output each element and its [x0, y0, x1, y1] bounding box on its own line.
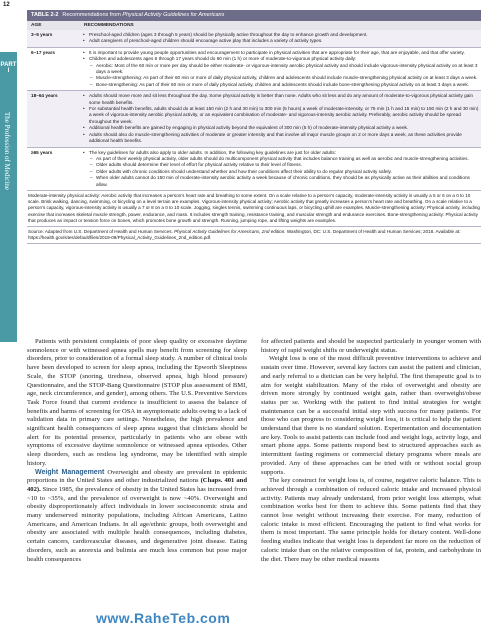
- paragraph-text: Overweight and obesity are prevalent in epidemic proportions in the United States and other industrialized nations: [27, 468, 247, 485]
- left-text-column: [27, 338, 247, 564]
- column-age: AGE: [31, 23, 42, 28]
- list-item: • Preschool-aged children (ages 3 through 5 years) should be physically active throughout the day to enhance growth and development.: [82, 32, 479, 38]
- source-rest: Washington, DC: U.S. Department of Health and Human Services; 2018. Available at: https://health.gov/sites/default/files/2019-09/Physical_Activity_Guidelines_2nd_edition.pdf.: [28, 228, 461, 241]
- table-row: [27, 91, 481, 147]
- table-number: TABLE 2-2: [31, 12, 59, 18]
- chapter-reference: (Chaps. 401 and 402).: [27, 477, 248, 493]
- list-item: • The key guidelines for adults also apply to older adults. In addition, the following key guidelines are just for older adults:: [82, 150, 479, 156]
- list-item: • Adult caregivers of preschool-aged children should encourage active play that includes a variety of activity types.: [82, 38, 479, 44]
- list-item: • Additional health benefits are gained by engaging in physical activity beyond the equivalent of 300 min (5 h) of moderate-intensity physical activity a week.: [82, 125, 479, 131]
- row-age: ≥65 years: [31, 149, 53, 155]
- sub-list-item: – Aerobic: Most of the 60 min or more per day should be either moderate- or vigorous-intensity aerobic physical activity and should include vigorous-intensity physical activity on at least 3 days a week.: [89, 63, 479, 76]
- list-item: • Children and adolescents ages 6 through 17 years should do 60 min (1 h) or more of moderate-to-vigorous physical activity daily:: [82, 56, 479, 62]
- table-title-bar: [27, 10, 481, 21]
- row-age: 6–17 years: [31, 49, 55, 55]
- paragraph-text: Since 1985, the prevalence of obesity in the United States has increased from ~10 to ~35%, and the prevalence of overweight is now ~40%. Overweight and obesity disproportionately affect individuals in lower socioeconomic strata and many underserved minority populations, including African Americans, Latino Americans, and American Indians. In all age/ethnic groups, both overweight and obesity are associated with multiple health consequences, including diabetes, certain cancers, cardiovascular diseases, and degenerative joint disease. Eating disorders, such as anorexia and bulimia are much less common but pose major health consequences: [27, 485, 247, 563]
- row-age: 18–64 years: [31, 93, 58, 99]
- sub-list-item: – As part of their weekly physical activity, older adults should do multicomponent physical activity that includes balance training as well as aerobic and muscle-strengthening activities.: [89, 156, 479, 162]
- column-recommendations: RECOMMENDATIONS: [84, 23, 134, 28]
- part-label: PART I: [0, 62, 17, 74]
- sub-list-item: – Bone-strengthening: As part of their 60 min or more of daily physical activity, children and adolescents should include bone-strengthening physical activity on at least 3 days a week.: [89, 82, 479, 88]
- table-row: [27, 148, 481, 191]
- part-title: The Profession of Medicine: [3, 112, 11, 190]
- weight-paragraph: [27, 469, 247, 565]
- row-recommendations: [82, 30, 481, 47]
- table-row: [27, 30, 481, 48]
- guidelines-table: [27, 10, 481, 244]
- sub-list-item: – Older adults with chronic conditions should understand whether and how their conditions affect their ability to do regular physical activity safely.: [89, 169, 479, 175]
- list-item: • For substantial health benefits, adults should do at least 150 min (2 h and 30 min) to 300 min (5 hours) a week of moderate-intensity, or 75 min (1 h and 15 min) to 150 min (2 h and 30 min) a week of vigorous-intensity aerobic physical activity, or an equivalent combination of moderate- and vigorous-intensity aerobic activity. Preferably, aerobic activity should be spread throughout the week.: [82, 106, 479, 125]
- sub-list-item: – Muscle-strengthening: As part of their 60 min or more of daily physical activity, children and adolescents should include muscle-strengthening physical activity on at least 3 days a week.: [89, 75, 479, 81]
- paragraph: for affected patients and should be suspected particularly in younger women with history of rapid weight shifts or underweight status.: [261, 338, 481, 354]
- list-item: • Adults should also do muscle-strengthening activities of moderate or greater intensity and that involve all major muscle groups on 2 or more days a week, as these activities provide additional health benefits.: [82, 132, 479, 145]
- table-title-italic: Physical Activity Guidelines for Americans: [122, 12, 225, 18]
- row-recommendations: [82, 148, 481, 190]
- right-text-column: [261, 338, 481, 564]
- sub-list-item: – When older adults cannot do 150 min of moderate-intensity aerobic activity a week because of chronic conditions, they should be as physically active as their abilities and conditions allow.: [89, 175, 479, 188]
- sub-list-item: – Older adults should determine their level of effort for physical activity relative to their level of fitness.: [89, 162, 479, 168]
- paragraph: The key construct for weight loss is, of course, negative caloric balance. This is achieved through a combination of reduced caloric intake and increased physical activity. Patients may already understand, from prior weight loss attempts, what combination works best for them to achieve this. Some patients find that they cannot lose weight without increasing their exercise. For many, reduction of caloric intake is most efficient. Encouraging the patient to find what works for them is most important. The same principle holds for dietary content. Well-done feeding studies indicate that weight loss is dependent far more on the reduction of caloric intake than on the relative composition of fat, protein, and carbohydrate in the diet. There may be other medical reasons: [261, 477, 481, 563]
- table-source: [27, 227, 481, 244]
- watermark: www.RaheTeb.com: [96, 610, 231, 626]
- table-title-prefix: Recommendations from: [62, 12, 121, 18]
- table-definitions: Moderate-intensity physical activity: Aerobic activity that increases a person’s heart rate and breathing to some extent. On a scale relative to a person’s capacity, moderate-intensity activity is usually a 5 or 6 on a 0 to 10 scale. Brisk walking, dancing, swimming, or bicycling on a level terrain are examples. Vigorous-intensity physical activity: Aerobic activity that greatly increases a person’s heart rate and breathing. On a scale relative to a person’s capacity, vigorous-intensity activity is usually a 7 or 8 on a 0 to 10 scale. Jogging, singles tennis, swimming continuous laps, or bicycling uphill are examples. Muscle-strengthening activity: Physical activity, including exercise that increases skeletal muscle strength, power, endurance, and mass. It includes strength training, resistance training, and muscular strength and endurance exercises. Bone-strengthening activity: Physical activity that produces an impact or tension force on bones, which promotes bone growth and strength. Running, jumping rope, and lifting weights are examples.: [27, 191, 481, 227]
- list-item: • It is important to provide young people opportunities and encouragement to participate in physical activities that are appropriate for their age, that are enjoyable, and that offer variety.: [82, 50, 479, 56]
- row-recommendations: [82, 48, 481, 90]
- paragraph: Weight loss is one of the most difficult preventive interventions to achieve and sustain over time. However, several key factors can assist the patient and clinician, and early referral to a dietician can be very helpful. The first therapeutic goal is to aim for weight stabilization. Many of the risks of overweight and obesity are driven more strongly by continued weight gain, rather than overweight/obese status per se. Working with the patient to find initial strategies for weight maintenance can be a successful initial step with success for many patients. For those who can progress to considering weight loss, it is critical to help the patient understand that there is no standard solution. Experimentation and documentation are key. Tools to assist patients can include food and weight logs, activity logs, and smart phone apps. Some patients respond best to structured approaches such as intermittent fasting regimens or commercial dietary programs where meals are provided. Any of these approaches can be tried with or without social group supports.: [261, 355, 481, 476]
- page-number: 12: [3, 2, 10, 8]
- table-column-header: [27, 21, 481, 30]
- table-row: [27, 48, 481, 91]
- source-lead: Source: Adapted from U.S. Department of Health and Human Services.: [28, 228, 173, 234]
- section-title: Weight Management: [35, 468, 105, 476]
- paragraph: Patients with persistent complaints of poor sleep quality or excessive daytime somnolence or with witnessed apnea spells may benefit from screening for sleep disorders, prior to consideration of a formal sleep study. A number of clinical tools have been developed to screen for sleep apnea, including the Epworth Sleepiness Scale, the STOP (snoring, tiredness, observed apnea, high blood pressure) Questionnaire, and the STOP-Bang Questionnaire (STOP plus assessment of BMI, age, neck circumference, and gender), among others. The U.S. Preventive Services Task Force found that current evidence is insufficient to assess the balance of benefits and harms of screening for OSA in asymptomatic adults owing to a lack of validation data in primary care settings. Nonetheless, the high prevalence and significant health consequences of sleep apnea suggest that clinicians should be alert for its potential presence, particularly in patients who are obese with symptoms of excessive daytime somnolence or witnessed apnea episodes. Other sleep disorders, such as restless leg syndrome, may be identified with simple history.: [27, 338, 247, 467]
- row-recommendations: [82, 91, 481, 146]
- source-italic: Physical Activity Guidelines for Americans, 2nd edition.: [174, 228, 286, 234]
- list-item: • Adults should move more and sit less throughout the day. Some physical activity is better than none. Adults who sit less and do any amount of moderate-to-vigorous physical activity gain some health benefits.: [82, 93, 479, 106]
- part-side-tab: [0, 52, 17, 342]
- row-age: 3–5 years: [31, 32, 53, 37]
